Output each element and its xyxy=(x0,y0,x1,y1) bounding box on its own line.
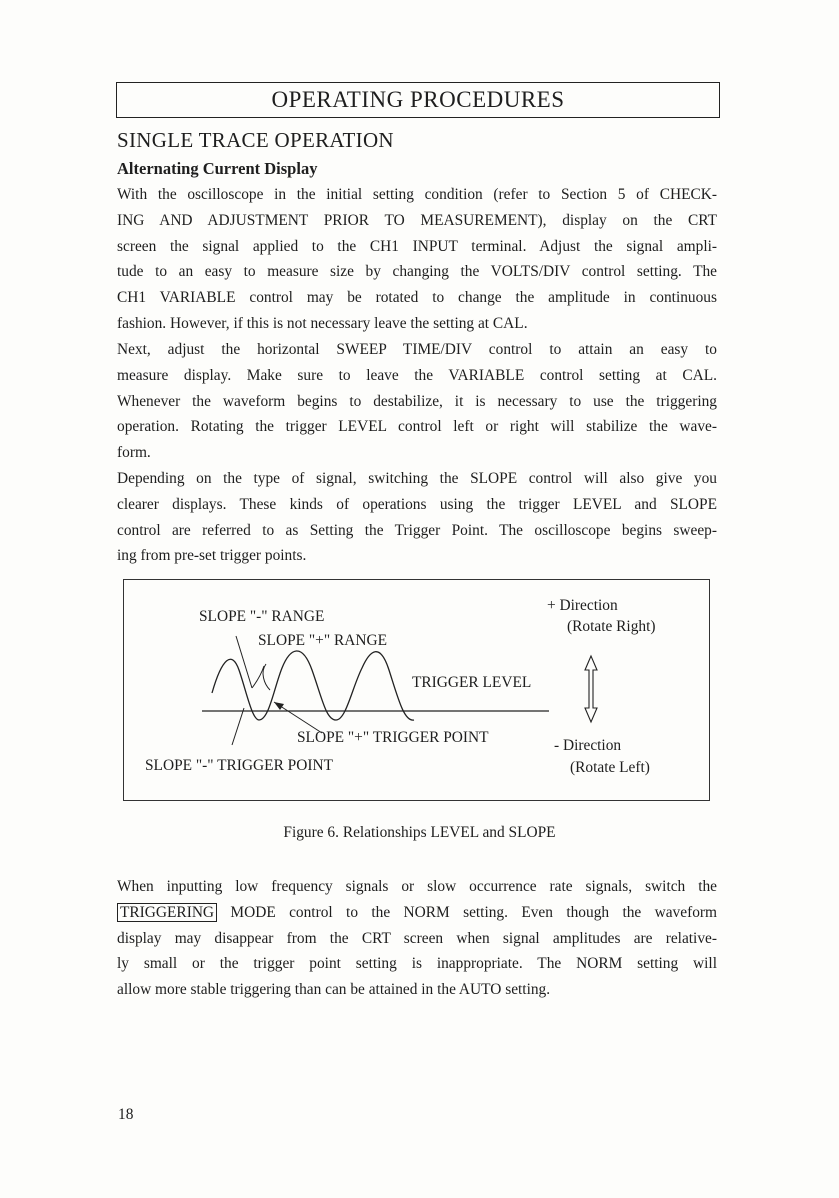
slope-minus-point-pointer xyxy=(232,708,244,745)
text-line: Depending on the type of signal, switching the SLOPE control will also give you xyxy=(117,470,717,487)
label-rotate-left: (Rotate Left) xyxy=(570,759,650,776)
text-line: With the oscilloscope in the initial setting condition (refer to Section 5 of CHECK- xyxy=(117,186,717,203)
text-line: operation. Rotating the trigger LEVEL control left or right will stabilize the wave- xyxy=(117,418,717,436)
label-trigger-level: TRIGGER LEVEL xyxy=(412,674,532,691)
figure-caption: Figure 6. Relationships LEVEL and SLOPE xyxy=(283,824,556,841)
text-line: tude to an easy to measure size by changing the VOLTS/DIV control setting. The xyxy=(117,263,717,281)
label-slope-plus-range: SLOPE "+" RANGE xyxy=(258,632,387,649)
text-fragment: MODE control to the NORM setting. Even though the waveform xyxy=(217,903,717,921)
text-line: ing from pre-set trigger points. xyxy=(117,547,307,565)
text-line: CH1 VARIABLE control may be rotated to change the amplitude in continuous xyxy=(117,289,717,307)
slope-minus-range-arc xyxy=(252,666,264,688)
text-line xyxy=(117,900,717,926)
triggering-boxed-label: TRIGGERING xyxy=(117,903,217,922)
sine-waveform xyxy=(212,651,414,720)
slope-plus-point-arrowhead xyxy=(274,702,284,710)
figure-6 xyxy=(123,579,710,801)
level-adjust-arrow-icon xyxy=(585,656,597,722)
paragraph-4 xyxy=(117,874,717,1003)
label-slope-plus-point: SLOPE "+" TRIGGER POINT xyxy=(297,729,489,746)
text-line: fashion. However, if this is not necessary leave the setting at CAL. xyxy=(117,314,528,332)
label-plus-direction: + Direction xyxy=(547,597,618,614)
text-line: measure display. Make sure to leave the VARIABLE control setting at CAL. xyxy=(117,366,717,384)
text-line: allow more stable triggering than can be attained in the AUTO setting. xyxy=(117,981,551,999)
text-line: When inputting low frequency signals or slow occurrence rate signals, switch the xyxy=(117,878,717,895)
text-line: ly small or the trigger point setting is inappropriate. The NORM setting will xyxy=(117,955,717,973)
section-title: SINGLE TRACE OPERATION xyxy=(117,128,394,152)
label-rotate-right: (Rotate Right) xyxy=(567,618,656,635)
text-line: Whenever the waveform begins to destabilize, it is necessary to use the triggering xyxy=(117,392,717,410)
text-line: Next, adjust the horizontal SWEEP TIME/DIV control to attain an easy to xyxy=(117,341,717,358)
page-header xyxy=(116,82,720,118)
label-slope-minus-point: SLOPE "-" TRIGGER POINT xyxy=(145,757,333,774)
label-slope-minus-range: SLOPE "-" RANGE xyxy=(199,608,325,625)
slope-plus-range-arc xyxy=(263,664,270,690)
paragraph-1 xyxy=(117,182,717,337)
slope-minus-range-pointer xyxy=(236,636,252,688)
subheading: Alternating Current Display xyxy=(117,159,318,178)
label-minus-direction: - Direction xyxy=(554,737,622,754)
text-line: display may disappear from the CRT screen when signal amplitudes are relative- xyxy=(117,929,717,947)
paragraph-3 xyxy=(117,466,717,569)
page-number: 18 xyxy=(118,1106,134,1123)
text-line: control are referred to as Setting the Trigger Point. The oscilloscope begins sweep- xyxy=(117,521,717,539)
text-line: clearer displays. These kinds of operations using the trigger LEVEL and SLOPE xyxy=(117,495,717,513)
header-title: OPERATING PROCEDURES xyxy=(271,87,565,112)
text-line: screen the signal applied to the CH1 INPUT terminal. Adjust the signal ampli- xyxy=(117,237,717,255)
text-line: form. xyxy=(117,444,151,462)
paragraph-2 xyxy=(117,337,717,466)
text-line: ING AND ADJUSTMENT PRIOR TO MEASUREMENT), display on the CRT xyxy=(117,211,717,229)
